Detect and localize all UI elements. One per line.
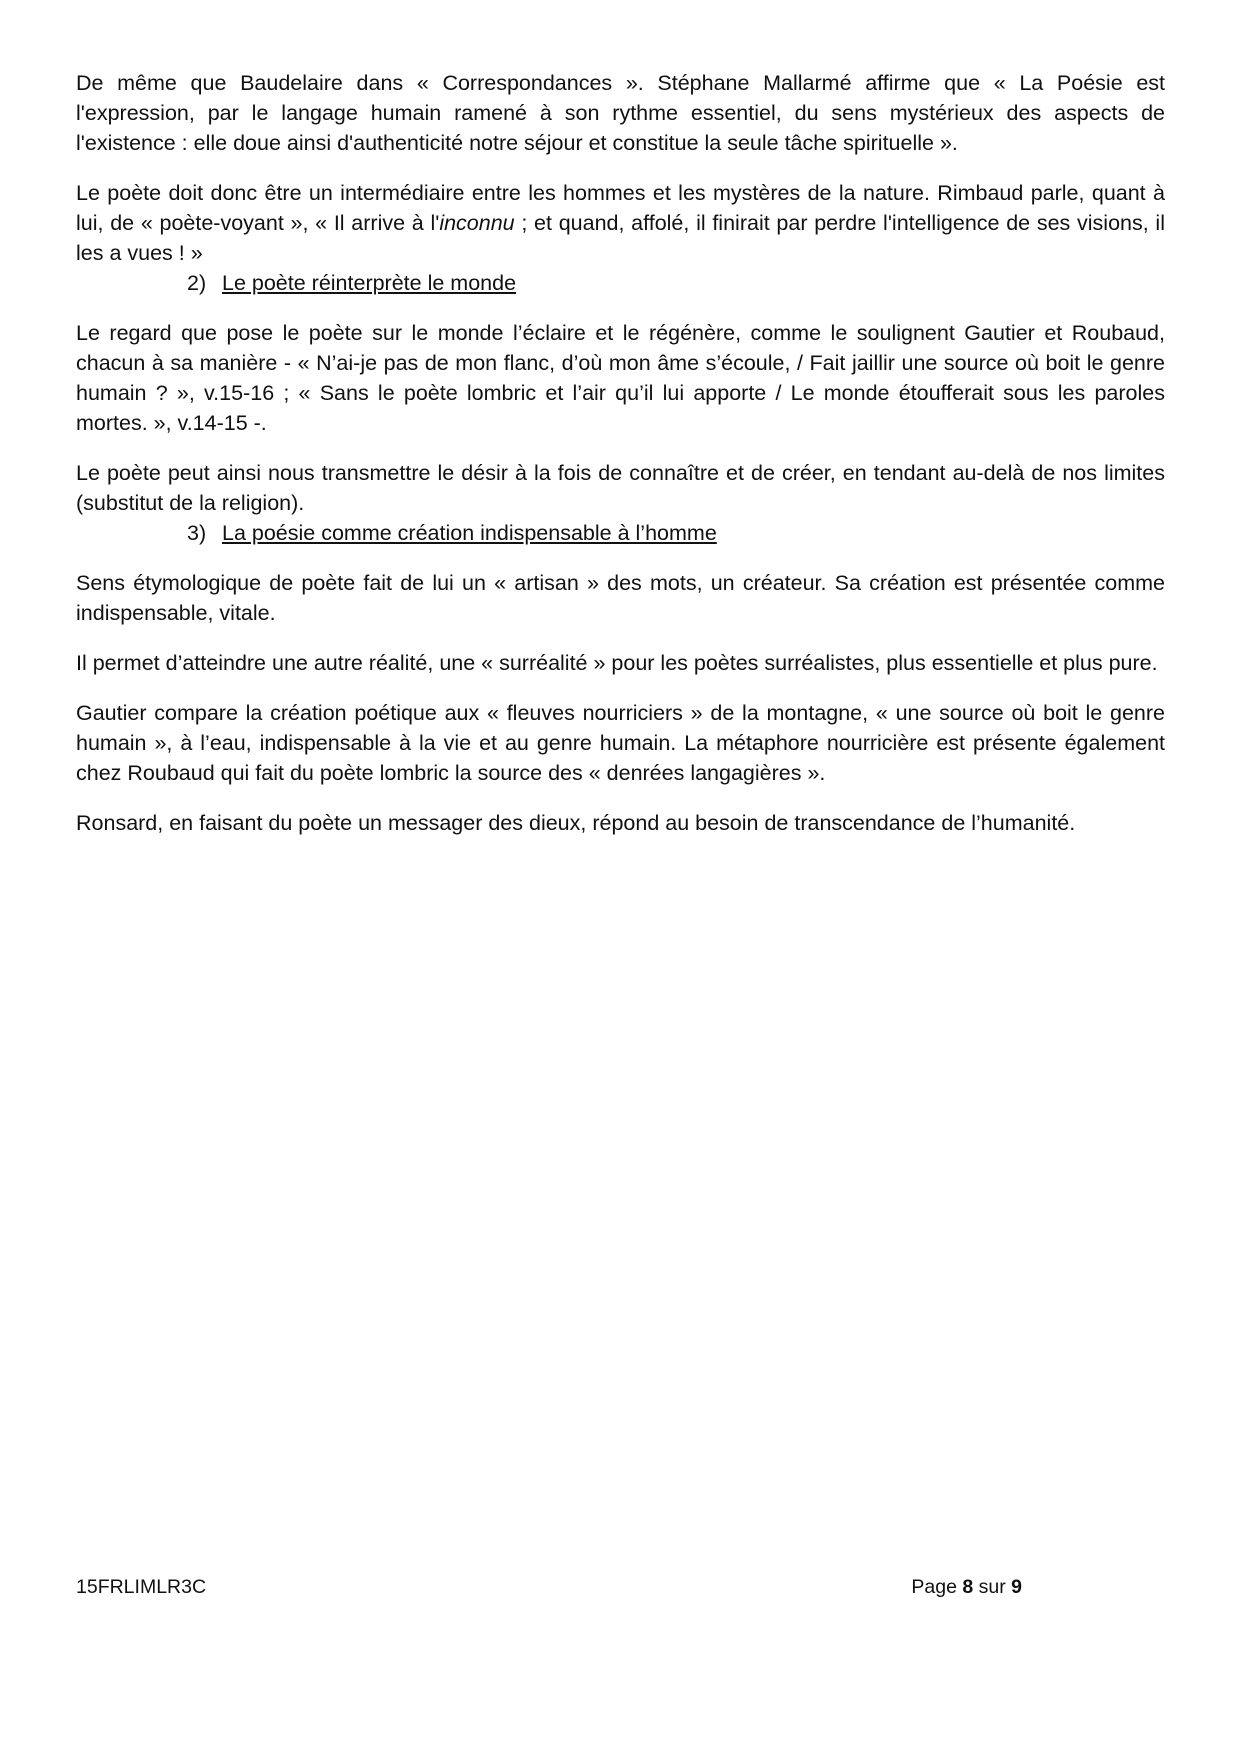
paragraph-rimbaud-end: ; et quand, affolé, il finirait par perdre l'intelligence de ses visions, il les a vues ! »: [76, 211, 1165, 265]
page-separator: sur: [978, 1576, 1006, 1598]
document-body: [76, 68, 1165, 838]
page-total: 9: [1011, 1576, 1022, 1598]
section-2-paragraph-1: Le regard que pose le poète sur le monde l’éclaire et le régénère, comme le soulignent Gautier et Roubaud, chacun à sa manière - « N’ai-je pas de mon flanc, d’où mon âme s’écoule, / Fait jaillir une source où boit le genre humain ? », v.15-16 ; « Sans le poète lombric et l’air qu’il lui apporte / Le monde étoufferait sous les paroles mortes. », v.14-15 -.: [76, 321, 1165, 435]
section-3-number: 3): [187, 521, 207, 545]
page-current: 8: [962, 1576, 974, 1598]
section-3-paragraph-4: Ronsard, en faisant du poète un messager des dieux, répond au besoin de transcendance de l’humanité.: [76, 811, 1076, 835]
section-2-paragraph-2: Le poète peut ainsi nous transmettre le désir à la fois de connaître et de créer, en tendant au-delà de nos limites (substitut de la religion).: [76, 461, 1165, 515]
paragraph-mallarme: De même que Baudelaire dans « Correspondances ». Stéphane Mallarmé affirme que « La Poésie est l'expression, par le langage humain ramené à son rythme essentiel, du sens mystérieux des aspects de l'existence : elle doue ainsi d'authenticité notre séjour et constitue la seule tâche spirituelle ».: [76, 71, 1165, 155]
page-number: [911, 1575, 1022, 1599]
section-2-number: 2): [187, 271, 207, 295]
page-label: Page: [911, 1576, 957, 1598]
section-2-heading: [76, 268, 1165, 298]
section-3-title: La poésie comme création indispensable à l’homme: [222, 521, 717, 545]
paragraph-rimbaud-italic: inconnu: [439, 211, 515, 235]
paragraph-rimbaud-start: Le poète doit donc être un intermédiaire entre les hommes et les mystères de la nature. Rimbaud parle, quant à lui, de « poète-voyant », « Il arrive à l': [76, 181, 1165, 235]
section-2-title: Le poète réinterprète le monde: [222, 271, 517, 295]
paragraph-rimbaud: [76, 178, 1165, 268]
section-3-heading: [76, 518, 1165, 548]
section-3-paragraph-1: Sens étymologique de poète fait de lui un « artisan » des mots, un créateur. Sa création est présentée comme indispensable, vitale.: [76, 571, 1165, 625]
document-code: 15FRLIMLR3C: [76, 1576, 207, 1598]
section-3-paragraph-2: Il permet d’atteindre une autre réalité, une « surréalité » pour les poètes surréalistes, plus essentielle et plus pure.: [76, 651, 1158, 675]
section-3-paragraph-3: Gautier compare la création poétique aux « fleuves nourriciers » de la montagne, « une source où boit le genre humain », à l’eau, indispensable à la vie et au genre humain. La métaphore nourricière est présente également chez Roubaud qui fait du poète lombric la source des « denrées langagières ».: [76, 701, 1165, 785]
